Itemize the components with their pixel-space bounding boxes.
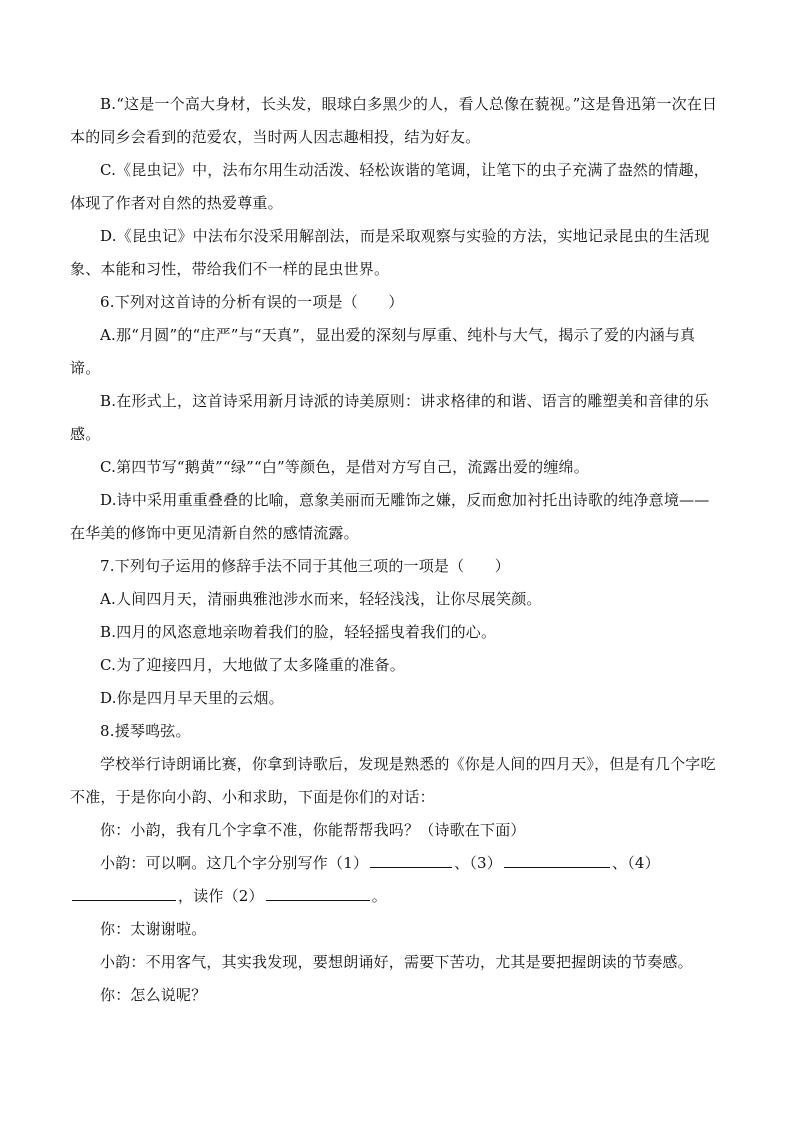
question-7: 7.下列句子运用的修辞手法不同于其他三项的一项是（ ） [100,557,510,575]
option-5c: C.《昆虫记》中，法布尔用生动活泼、轻松诙谐的笔调，让笔下的虫子充满了盎然的情趣，体现了作者对自然的热爱尊重。 [70,161,709,212]
answer-blank-1[interactable] [370,849,452,868]
option-5b: B.“这是一个高大身材，长头发，眼球白多黑少的人，看人总像在藐视。”这是鲁迅第一次在日本的同乡会看到的范爱农，当时两人因志趣相投，结为好友。 [70,95,718,146]
option-5d: D.《昆虫记》中法布尔没采用解剖法，而是采取观察与实验的方法，实地记录昆虫的生活现象、本能和习性，带给我们不一样的昆虫世界。 [70,227,710,278]
document-page [70,88,724,1012]
dialogue-you-2: 你：太谢谢啦。 [100,920,207,938]
option-6d: D.诗中采用重重叠叠的比喻，意象美丽而无雕饰之嫌，反而愈加衬托出诗歌的纯净意境——在华美的修饰中更见清新自然的感情流露。 [70,491,710,542]
answer-blank-4[interactable] [72,882,176,901]
option-7c: C.为了迎接四月，大地做了太多隆重的准备。 [100,656,405,674]
question-6: 6.下列对这首诗的分析有误的一项是（ ） [100,293,404,311]
dialogue-text: 、（3） [454,854,503,872]
dialogue-text: 。 [371,887,387,905]
dialogue-you-3: 你：怎么说呢？ [100,986,207,1004]
dialogue-xiaoyun-1 [70,847,724,913]
answer-blank-2[interactable] [266,882,370,901]
option-7b: B.四月的风恣意地亲吻着我们的脸，轻轻摇曳着我们的心。 [100,623,497,641]
option-7a: A.人间四月天，清丽典雅池涉水而来，轻轻浅浅，让你尽展笑颜。 [100,590,542,608]
option-6c: C.第四节写“鹅黄”“绿”“白”等颜色，是借对方写自己，流露出爱的缠绵。 [100,458,589,476]
question-8-intro: 学校举行诗朗诵比赛，你拿到诗歌后，发现是熟悉的《你是人间的四月天》，但是有几个字吃不准，于是你向小韵、小和求助，下面是你们的对话： [70,755,716,806]
answer-blank-3[interactable] [504,849,610,868]
dialogue-you-1: 你：小韵，我有几个字拿不准，你能帮帮我吗？（诗歌在下面） [100,821,526,839]
dialogue-text: ，读作（2） [178,887,264,905]
option-6a: A.那“月圆”的“庄严”与“天真”，显出爱的深刻与厚重、纯朴与大气，揭示了爱的内涵与真谛。 [70,326,696,377]
dialogue-xiaoyun-2: 小韵：不用客气，其实我发现，要想朗诵好，需要下苦功，尤其是要把握朗读的节奏感。 [100,953,693,971]
option-6b: B.在形式上，这首诗采用新月诗派的诗美原则：讲求格律的和谐、语言的雕塑美和音律的乐感。 [70,392,709,443]
dialogue-text: 小韵：可以啊。这几个字分别写作（1） [100,854,369,872]
option-7d: D.你是四月早天里的云烟。 [100,689,284,707]
dialogue-text: 、（4） [612,854,660,872]
question-8: 8.援琴鸣弦。 [100,722,191,740]
